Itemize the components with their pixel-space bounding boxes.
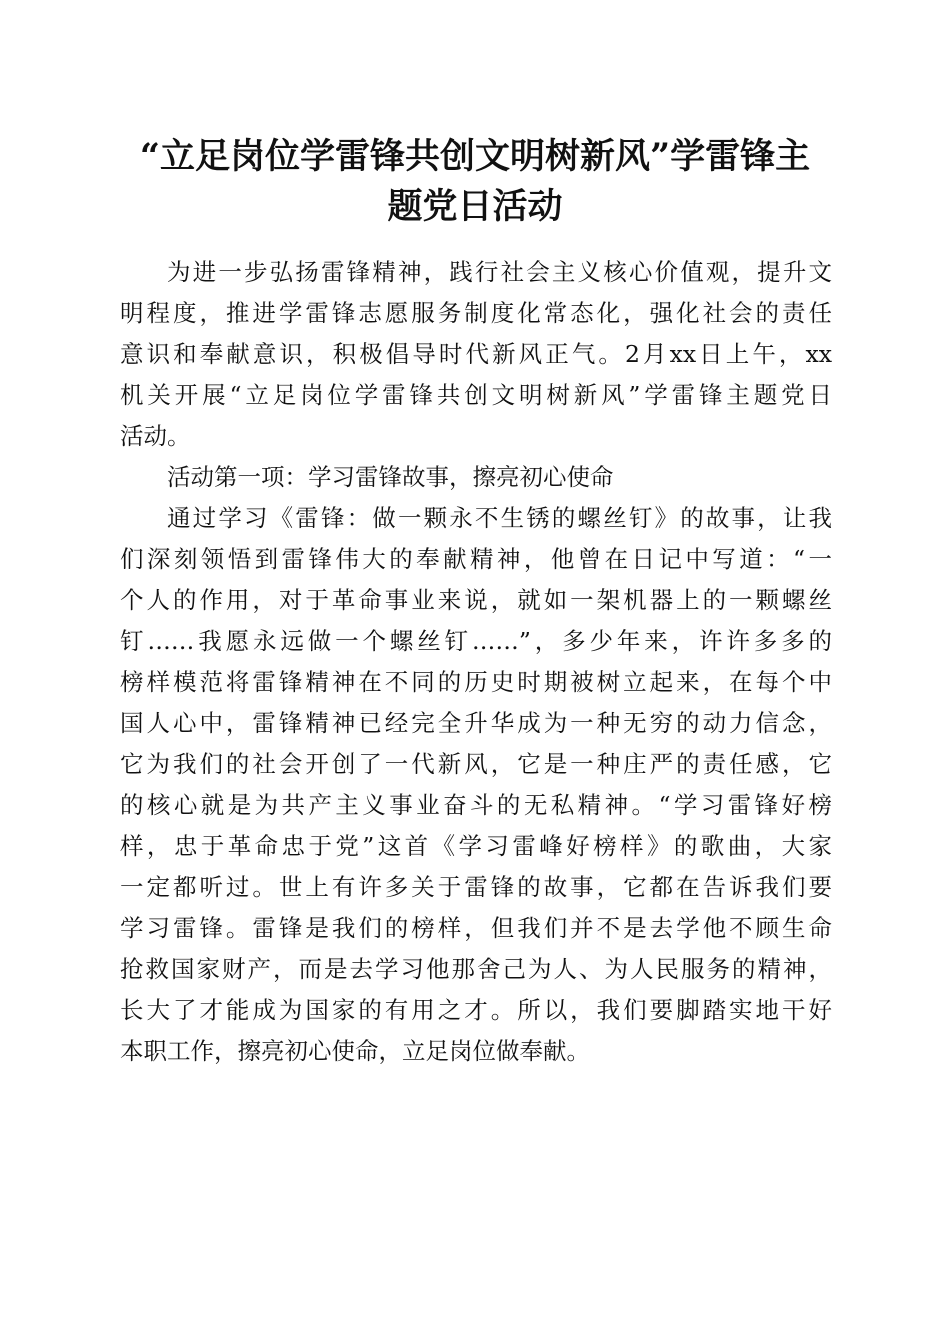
intro-paragraph — [120, 252, 832, 457]
paragraph-line: 意识和奉献意识，积极倡导时代新风正气。2月xx日上午，xx — [120, 340, 832, 368]
paragraph-line: 本职工作，擦亮初心使命，立足岗位做奉献。 — [120, 1037, 590, 1065]
paragraph-line: 为进一步弘扬雷锋精神，践行社会主义核心价值观，提升文 — [167, 258, 832, 286]
paragraph-line: 的核心就是为共产主义事业奋斗的无私精神。“学习雷锋好榜 — [120, 791, 832, 819]
paragraph-line: 抢救国家财产，而是去学习他那舍己为人、为人民服务的精神， — [120, 955, 832, 983]
document-title — [110, 132, 840, 232]
paragraph-line: 活动。 — [120, 422, 191, 450]
title-line-2: 题党日活动 — [387, 186, 563, 227]
section-heading: 活动第一项：学习雷锋故事，擦亮初心使命 — [167, 463, 614, 491]
paragraph-line: 学习雷锋。雷锋是我们的榜样，但我们并不是去学他不顾生命 — [120, 914, 832, 942]
paragraph-line: 榜样模范将雷锋精神在不同的历史时期被树立起来，在每个中 — [120, 668, 832, 696]
document-body — [120, 252, 832, 1072]
story-paragraph — [120, 498, 832, 1072]
title-line-1: “立足岗位学雷锋共创文明树新风”学雷锋主 — [139, 136, 811, 177]
paragraph-line: 机关开展“立足岗位学雷锋共创文明树新风”学雷锋主题党日 — [120, 381, 832, 409]
paragraph-line: 样，忠于革命忠于党”这首《学习雷峰好榜样》的歌曲，大家 — [120, 832, 832, 860]
paragraph-line: 钉……我愿永远做一个螺丝钉……”，多少年来，许许多多的 — [120, 627, 832, 655]
paragraph-line: 国人心中，雷锋精神已经完全升华成为一种无穷的动力信念， — [120, 709, 832, 737]
paragraph-line: 们深刻领悟到雷锋伟大的奉献精神，他曾在日记中写道：“一 — [120, 545, 832, 573]
paragraph-line: 长大了才能成为国家的有用之才。所以，我们要脚踏实地干好 — [120, 996, 832, 1024]
section-heading-paragraph — [120, 457, 832, 498]
paragraph-line: 通过学习《雷锋：做一颗永不生锈的螺丝钉》的故事，让我 — [167, 504, 832, 532]
paragraph-line: 明程度，推进学雷锋志愿服务制度化常态化，强化社会的责任 — [120, 299, 832, 327]
paragraph-line: 一定都听过。世上有许多关于雷锋的故事，它都在告诉我们要 — [120, 873, 832, 901]
paragraph-line: 个人的作用，对于革命事业来说，就如一架机器上的一颗螺丝 — [120, 586, 832, 614]
paragraph-line: 它为我们的社会开创了一代新风，它是一种庄严的责任感，它 — [120, 750, 832, 778]
